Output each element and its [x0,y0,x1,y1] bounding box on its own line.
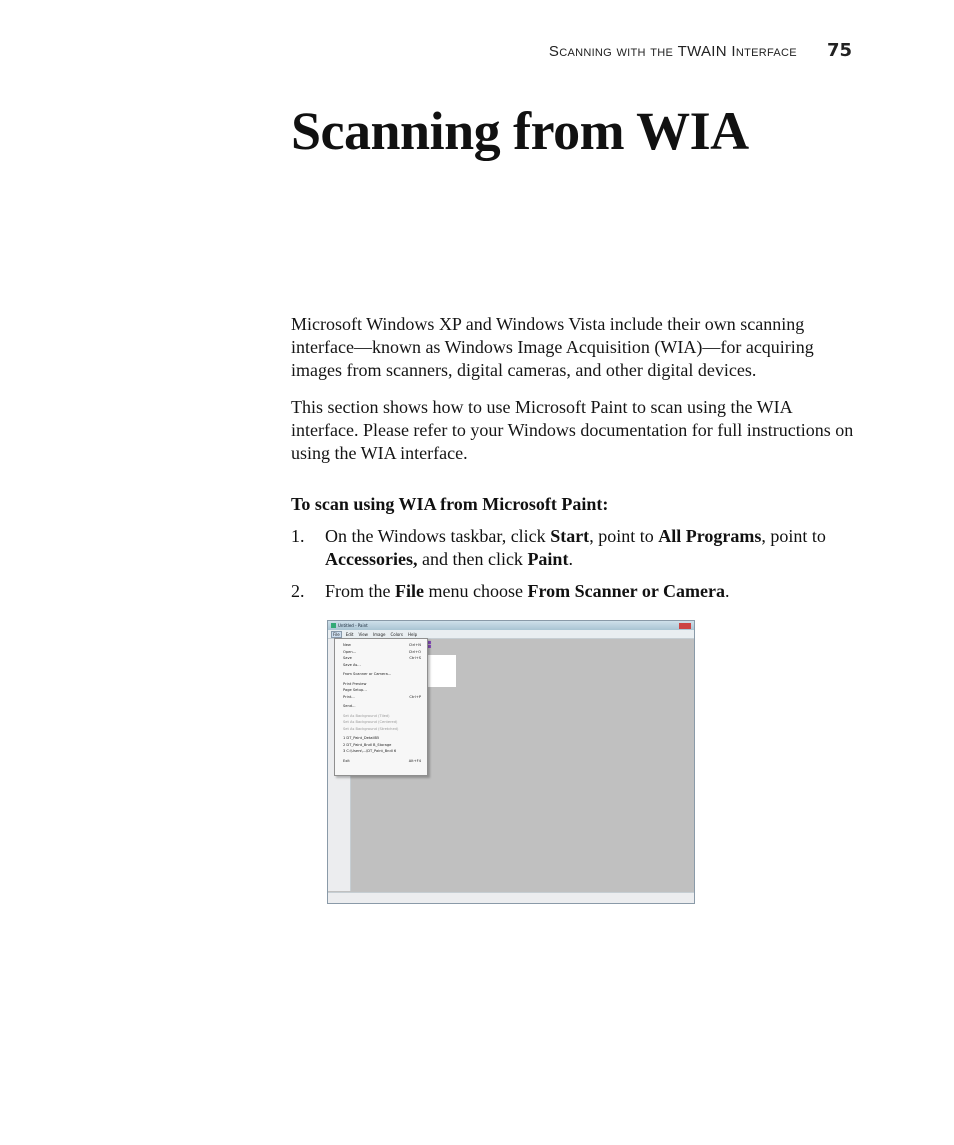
paint-app-icon [331,623,336,628]
paint-titlebar [328,621,694,630]
file-menu-item-label: New [343,643,351,647]
intro-paragraph: Microsoft Windows XP and Windows Vista include their own scanning interface—known as Windows Image Acquisition (WIA)—for acquiring images from scanners, digital cameras, and other digital devices. [291,314,814,380]
step-text: . [568,549,573,569]
step-ui-term: Start [550,526,590,546]
step-ui-term: Paint [527,549,569,569]
step-number: 2. [291,581,305,601]
file-menu-item [335,662,427,669]
step-ui-term: File [395,581,424,601]
file-menu-item-label: Save [343,656,352,660]
page-number: 75 [826,40,852,61]
file-menu-item-shortcut: Ctrl+S [409,656,421,660]
step-ui-term: All Programs [658,526,762,546]
section-title-small-1: canning with the [559,43,678,60]
file-menu-item-label: 2 DT_Paint_Bndl B_Storage [343,742,392,747]
page-title: Scanning from WIA [291,101,749,161]
step-text: On the Windows taskbar, click [325,526,551,546]
step-text: , point to [589,526,659,546]
close-icon [679,623,691,629]
procedure-steps [291,525,861,612]
file-menu-item-label: Set As Background (Centered) [343,720,398,724]
procedure-heading: To scan using WIA from Microsoft Paint: [291,494,609,514]
file-menu-item-label: Exit [343,758,350,763]
procedure-step [291,580,861,603]
color-palette [428,641,434,651]
step-number: 1. [291,526,305,546]
file-menu-item-shortcut: Ctrl+N [408,643,421,647]
section-paragraph: This section shows how to use Microsoft Paint to scan using the WIA interface. Please refer to your Windows documentation for full instructions on using the WIA interface. [291,397,854,463]
file-menu-item [335,726,427,733]
file-menu-item-label: Open... [343,649,357,654]
file-menu-item-label: Set As Background (Tiled) [343,713,390,718]
running-header [549,40,852,61]
file-menu-item-label: Set As Background (Stretched) [343,726,399,731]
file-menu-item-shortcut: Alt+F4 [408,758,421,763]
file-menu-item [335,703,427,710]
step-text: , point to [761,526,826,546]
paint-window-title: Untitled - Paint [338,623,368,628]
file-menu-item-label: Page Setup... [343,688,367,692]
section-title-small-2: nterface [735,43,797,60]
step-ui-term: From Scanner or Camera [527,581,725,601]
file-menu-item-shortcut: Ctrl+P [409,694,421,699]
file-menu-item [335,758,427,765]
step-text: From the [325,581,395,601]
file-menu-item [335,748,427,755]
paint-menu-file: File [333,631,340,637]
paint-menu-colors: Colors [390,631,404,637]
file-menu-item-label: Print Preview [343,681,367,686]
step-text: . [724,581,730,601]
procedure-step [291,525,861,571]
step-text: menu choose [424,581,528,601]
file-menu-item-label: 1 DT_Paint_DetailB5 [343,736,380,740]
file-menu-item [335,694,427,701]
file-menu-item-label: Save As... [343,662,361,667]
step-text: and then click [417,549,528,569]
file-menu-item-label: From Scanner or Camera... [343,672,392,676]
paint-menu-view: View [358,631,368,637]
file-menu-item-label: Print... [343,694,355,699]
file-menu-item-shortcut: Ctrl+O [408,649,421,654]
paint-menu-help: Help [408,631,418,637]
section-title [549,43,797,60]
file-menu-item-label: 3 C:\Users\...\DT_Paint_Bndl 6 [343,749,397,753]
section-title-twain: TWAIN [677,43,727,60]
file-menu-item [335,671,427,678]
paint-menu-edit: Edit [345,631,354,637]
paint-statusbar [328,892,694,903]
paint-canvas [428,655,456,687]
step-ui-term: Accessories, [325,549,418,569]
paint-menu-image: Image [372,631,386,637]
paint-screenshot [327,620,695,904]
file-menu-item-label: Send... [343,704,356,708]
section-title-cap-i: I [726,43,736,60]
section-title-cap-s: S [548,43,560,60]
file-menu-dropdown [334,638,428,776]
